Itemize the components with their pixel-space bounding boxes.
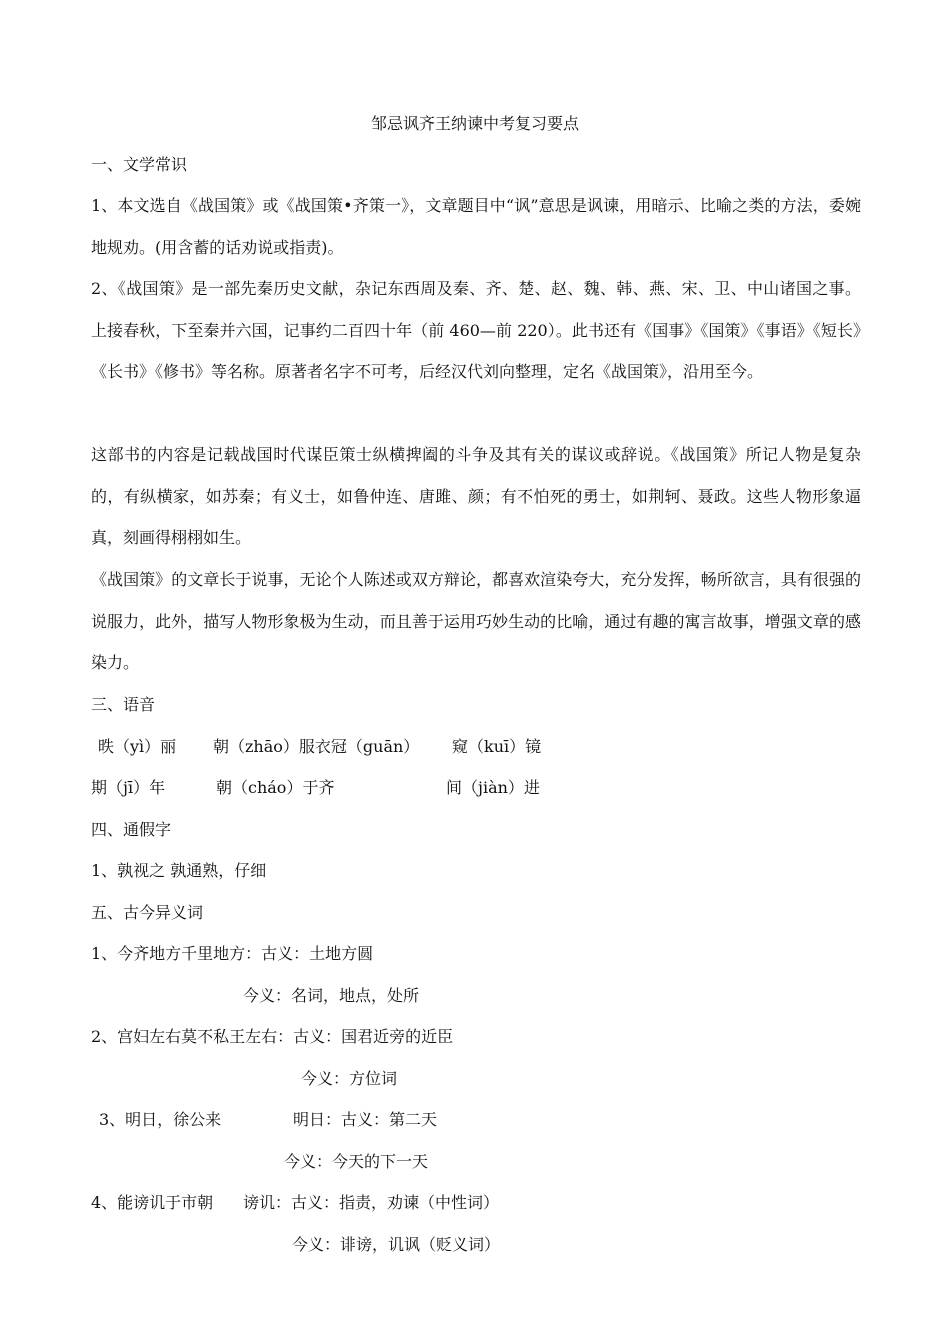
modern-meaning: 今义：今天的下一天 <box>284 1152 429 1171</box>
ancient-modern-item: 4、能谤讥于市朝 <box>91 1193 214 1212</box>
loan-character-item: 1、孰视之 孰通熟，仔细 <box>91 861 267 880</box>
section-heading-ancient-modern: 五、古今异义词 <box>91 903 204 922</box>
pronunciation-item: 窥（kuī）镜 <box>452 737 542 756</box>
ancient-modern-item: 1、今齐地方千里地方：古义：土地方圆 <box>91 944 374 963</box>
pronunciation-item: 朝（cháo）于齐 <box>216 778 335 797</box>
ancient-modern-item: 3、明日，徐公来 <box>99 1110 222 1129</box>
ancient-meaning: 谤讥：古义：指责，劝谏（中性词） <box>243 1193 500 1212</box>
document-title: 邹忌讽齐王纳谏中考复习要点 <box>370 114 579 133</box>
pronunciation-item: 昳（yì）丽 <box>98 737 177 756</box>
pronunciation-item: 间（jiàn）进 <box>446 778 540 797</box>
paragraph-source: 1、本文选自《战国策》或《战国策•齐策一》，文章题目中“讽”意思是讽谏，用暗示、比喻之类的方法，委婉地规劝。(用含蓄的话劝说或指责)。 <box>91 196 861 257</box>
section-heading-literary-knowledge: 一、文学常识 <box>91 155 188 174</box>
paragraph-style: 《战国策》的文章长于说事，无论个人陈述或双方辩论，都喜欢渲染夸大，充分发挥，畅所欲言，具有很强的说服力，此外，描写人物形象极为生动，而且善于运用巧妙生动的比喻，通过有趣的寓言故事，增强文章的感染力。 <box>91 570 861 673</box>
pronunciation-item: 期（jī）年 <box>91 778 166 797</box>
modern-meaning: 今义：诽谤，讥讽（贬义词） <box>292 1235 501 1254</box>
ancient-modern-item: 2、宫妇左右莫不私王左右：古义：国君近旁的近臣 <box>91 1027 454 1046</box>
section-heading-pronunciation: 三、语音 <box>91 695 156 714</box>
paragraph-content: 这部书的内容是记载战国时代谋臣策士纵横捭阖的斗争及其有关的谋议或辞说。《战国策》所记人物是复杂的，有纵横家，如苏秦；有义士，如鲁仲连、唐雎、颜；有不怕死的勇士，如荆轲、聂政。这些人物形象逼真，刻画得栩栩如生。 <box>91 445 861 548</box>
ancient-meaning: 明日：古义：第二天 <box>293 1110 438 1129</box>
paragraph-zhanguoce-intro: 2、《战国策》是一部先秦历史文献，杂记东西周及秦、齐、楚、赵、魏、韩、燕、宋、卫、中山诸国之事。上接春秋，下至秦并六国，记事约二百四十年（前 460—前 220）。此书还有《国事》《国策》《事语》《短长》《长书》《修书》等名称。原著者名字不可考，后经汉代刘向整理，定名《战国策》，沿用至今。 <box>91 279 861 382</box>
modern-meaning: 今义：名词，地点，处所 <box>243 986 420 1005</box>
pronunciation-item: 朝（zhāo）服衣冠（guān） <box>213 737 420 756</box>
modern-meaning: 今义：方位词 <box>301 1069 398 1088</box>
section-heading-loan-characters: 四、通假字 <box>91 820 172 839</box>
